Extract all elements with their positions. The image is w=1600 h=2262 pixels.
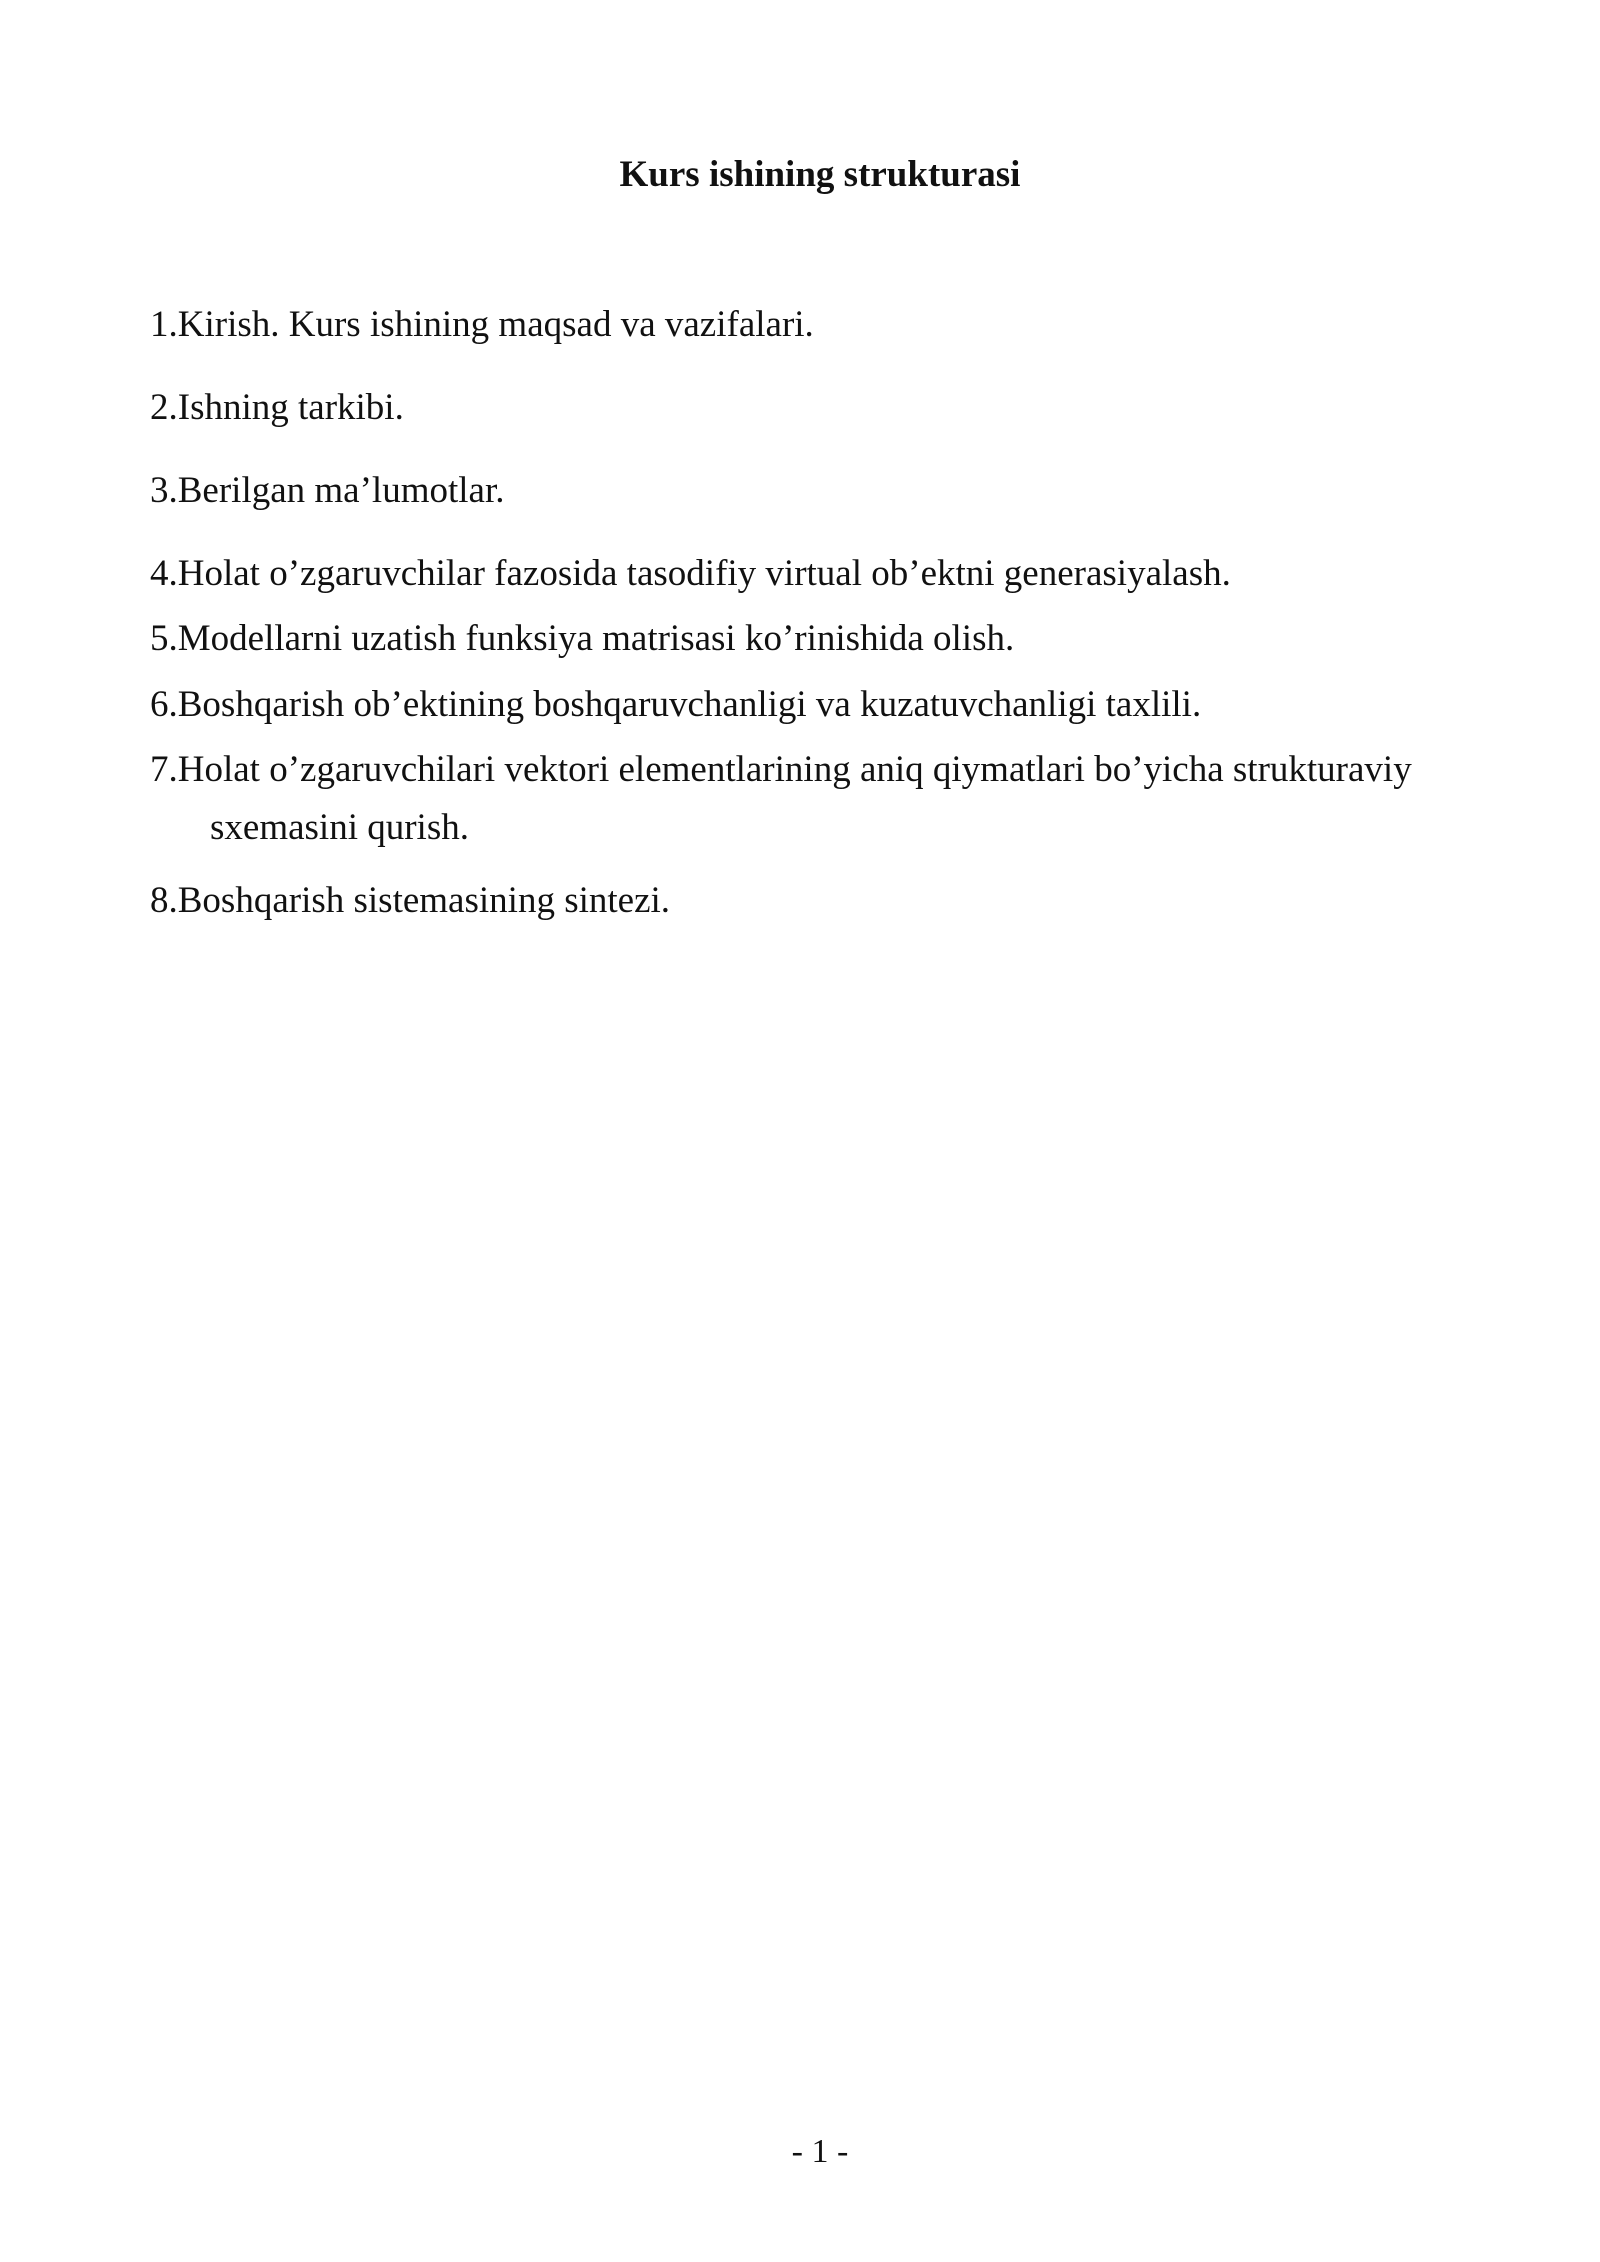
list-item-text: 6.Boshqarish ob’ektining boshqaruvchanligi va kuzatuvchanligi taxlili. [150, 684, 1202, 725]
list-item [150, 614, 1014, 664]
list-item-text: 2.Ishning tarkibi. [150, 387, 404, 428]
list-item [150, 876, 670, 926]
list-item-text: 5.Modellarni uzatish funksiya matrisasi ko’rinishida olish. [150, 618, 1015, 659]
list-item [150, 549, 1231, 599]
page-number: - 1 - [791, 2133, 849, 2170]
list-item [150, 745, 1412, 861]
list-item [150, 466, 505, 516]
list-item [150, 680, 1201, 730]
list-item [150, 383, 404, 433]
list-item-text: 1.Kirish. Kurs ishining maqsad va vazifalari. [150, 304, 814, 345]
list-item-text: 3.Berilgan ma’lumotlar. [150, 470, 505, 511]
list-item-text: 7.Holat o’zgaruvchilari vektori elementlarining aniq qiymatlari bo’yicha strukturaviy [150, 749, 1412, 790]
list-item-continuation: sxemasini qurish. [210, 807, 469, 848]
list-item-text: 4.Holat o’zgaruvchilar fazosida tasodifiy virtual ob’ektni generasiyalash. [150, 553, 1231, 594]
document-title: Kurs ishining strukturasi [619, 154, 1021, 195]
list-item [150, 300, 814, 350]
list-item-text: 8.Boshqarish sistemasining sintezi. [150, 880, 671, 921]
